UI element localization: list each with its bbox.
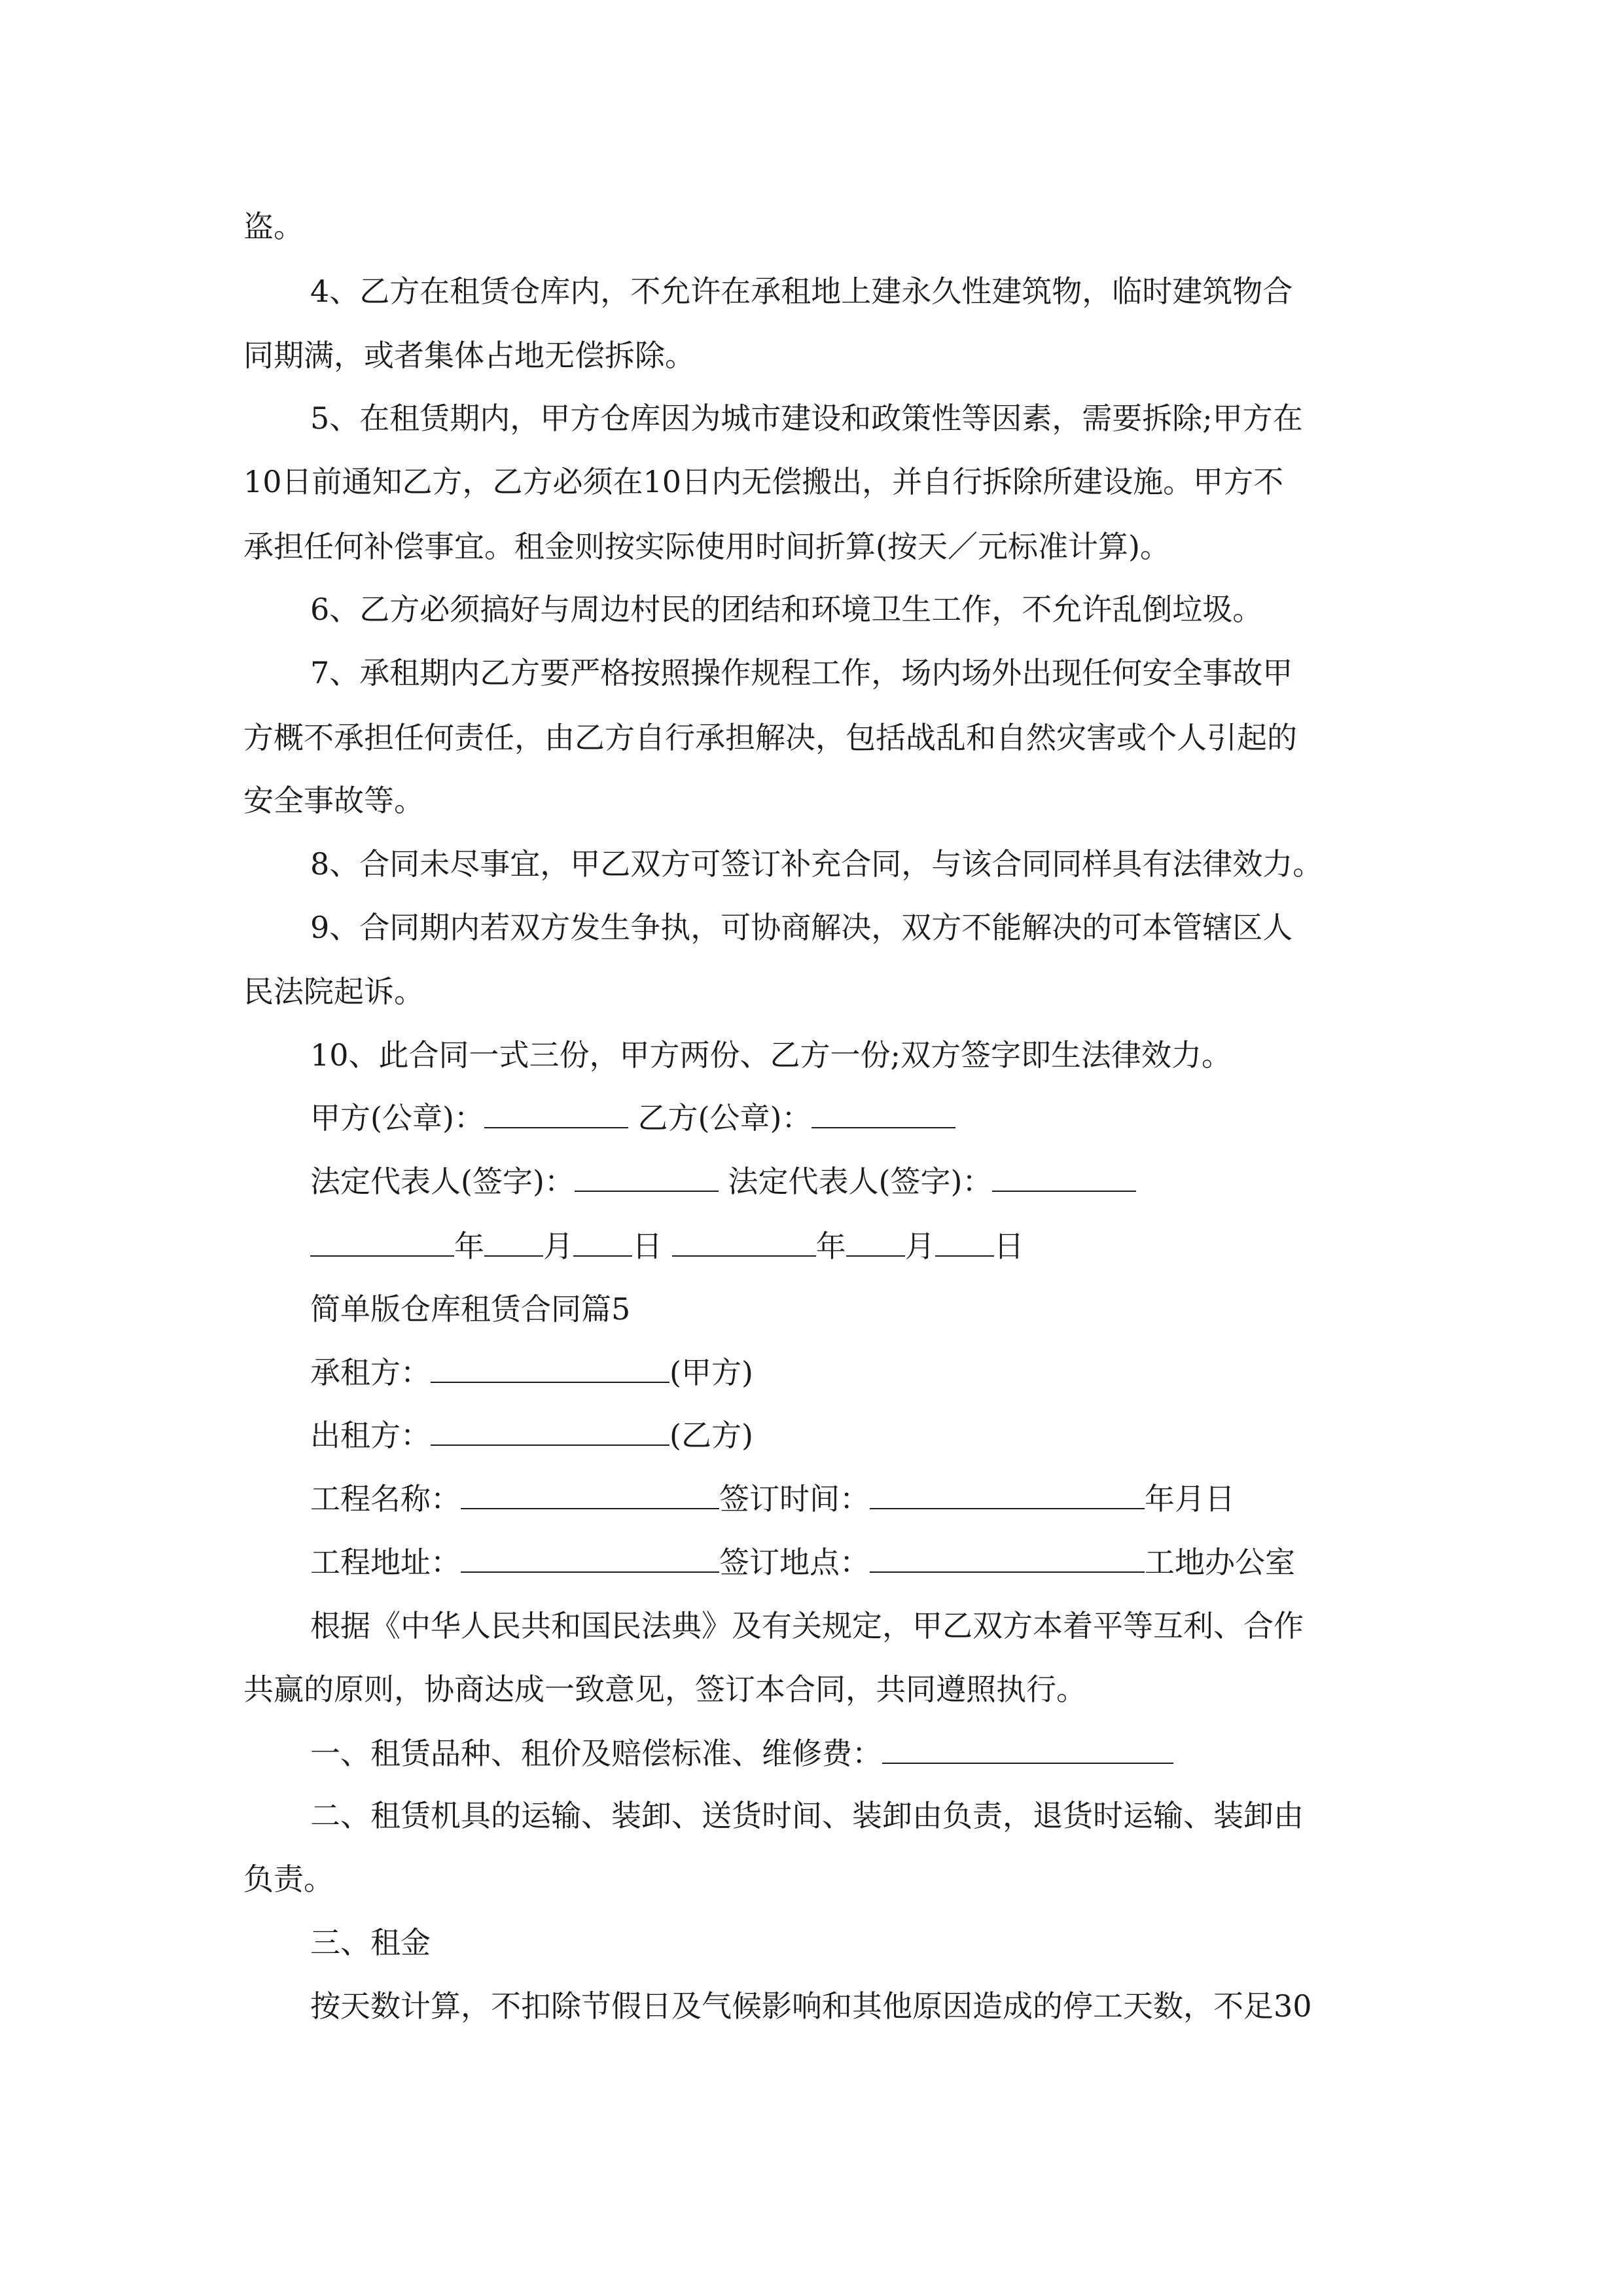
project-address-line (310, 1543, 1295, 1582)
year-label: 年 (454, 1229, 484, 1264)
sign-time-label: 签订时间： (719, 1481, 870, 1516)
party-b-day-blank[interactable] (935, 1227, 994, 1257)
seal-line (310, 1098, 955, 1138)
project-name-blank[interactable] (461, 1479, 719, 1509)
clause-10-line: 10、此合同一式三份，甲方两份、乙方一份;双方签字即生法律效力。 (310, 1037, 1232, 1073)
lessee-label: 承租方： (310, 1355, 431, 1390)
party-a-rep-blank[interactable] (575, 1162, 719, 1192)
lessee-blank[interactable] (431, 1353, 669, 1383)
party-b-rep-blank[interactable] (992, 1162, 1136, 1192)
day-label: 日 (632, 1229, 662, 1264)
month-label: 月 (543, 1229, 573, 1264)
party-b-seal-blank[interactable] (812, 1098, 955, 1128)
preamble-line-2: 共赢的原则，协商达成一致意见，签订本合同，共同遵照执行。 (243, 1672, 1086, 1707)
representative-line (310, 1162, 1136, 1201)
party-b-rep-label: 法定代表人(签字)： (728, 1164, 993, 1199)
lessor-blank[interactable] (431, 1416, 669, 1446)
clause-7-line-2: 方概不承担任何责任，由乙方自行承担解决，包括战乱和自然灾害或个人引起的 (243, 720, 1297, 755)
article-one-blank[interactable] (882, 1734, 1173, 1764)
paragraph-line: 盗。 (243, 209, 304, 244)
article-two-line-1: 二、租赁机具的运输、装卸、送货时间、装卸由负责，退货时运输、装卸由 (310, 1798, 1304, 1833)
month-label: 月 (904, 1229, 935, 1264)
article-three-line-1: 按天数计算，不扣除节假日及气候影响和其他原因造成的停工天数，不足30 (310, 1988, 1312, 2024)
sign-place-suffix: 工地办公室 (1145, 1545, 1295, 1580)
project-name-line (310, 1479, 1235, 1518)
clause-5-line-1: 5、在租赁期内，甲方仓库因为城市建设和政策性等因素，需要拆除;甲方在 (310, 401, 1303, 436)
lessor-tag: (乙方) (669, 1418, 753, 1453)
lessee-tag: (甲方) (669, 1355, 753, 1390)
lessor-label: 出租方： (310, 1418, 431, 1453)
preamble-line-1: 根据《中华人民共和国民法典》及有关规定，甲乙双方本着平等互利、合作 (310, 1608, 1304, 1643)
article-one-label: 一、租赁品种、租价及赔偿标准、维修费： (310, 1736, 882, 1771)
party-b-month-blank[interactable] (846, 1227, 905, 1257)
clause-5-line-2: 10日前通知乙方，乙方必须在10日内无偿搬出，并自行拆除所建设施。甲方不 (243, 464, 1284, 499)
article-one-line (310, 1734, 1173, 1773)
day-label: 日 (993, 1229, 1024, 1264)
date-line (310, 1227, 1024, 1266)
article-three-heading: 三、租金 (310, 1925, 431, 1960)
party-a-month-blank[interactable] (484, 1227, 543, 1257)
project-address-blank[interactable] (461, 1543, 719, 1573)
clause-4-line-1: 4、乙方在租赁仓库内，不允许在承租地上建永久性建筑物，临时建筑物合 (310, 274, 1293, 309)
clause-5-line-3: 承担任何补偿事宜。租金则按实际使用时间折算(按天／元标准计算)。 (243, 529, 1170, 564)
party-a-year-blank[interactable] (310, 1227, 454, 1257)
sign-time-suffix: 年月日 (1145, 1481, 1235, 1516)
clause-6-line: 6、乙方必须搞好与周边村民的团结和环境卫生工作，不允许乱倒垃圾。 (310, 592, 1263, 627)
party-a-day-blank[interactable] (573, 1227, 632, 1257)
clause-7-line-3: 安全事故等。 (243, 783, 424, 818)
lessor-line (310, 1416, 753, 1455)
section-title: 简单版仓库租赁合同篇5 (310, 1291, 631, 1327)
party-b-year-blank[interactable] (672, 1227, 816, 1257)
clause-4-line-2: 同期满，或者集体占地无偿拆除。 (243, 338, 695, 373)
year-label: 年 (815, 1229, 846, 1264)
sign-place-blank[interactable] (870, 1543, 1145, 1573)
lessee-line (310, 1353, 753, 1392)
clause-8-line: 8、合同未尽事宜，甲乙双方可签订补充合同，与该合同同样具有法律效力。 (310, 846, 1323, 882)
project-name-label: 工程名称： (310, 1481, 461, 1516)
clause-9-line-2: 民法院起诉。 (243, 974, 424, 1009)
party-a-rep-label: 法定代表人(签字)： (310, 1164, 575, 1199)
sign-time-blank[interactable] (870, 1479, 1145, 1509)
sign-place-label: 签订地点： (719, 1545, 870, 1580)
party-b-seal-label: 乙方(公章)： (637, 1100, 812, 1136)
clause-9-line-1: 9、合同期内若双方发生争执，可协商解决，双方不能解决的可本管辖区人 (310, 910, 1293, 945)
project-address-label: 工程地址： (310, 1545, 461, 1580)
party-a-seal-label: 甲方(公章)： (310, 1100, 484, 1136)
clause-7-line-1: 7、承租期内乙方要严格按照操作规程工作，场内场外出现任何安全事故甲 (310, 655, 1293, 691)
party-a-seal-blank[interactable] (484, 1098, 628, 1128)
article-two-line-2: 负责。 (243, 1861, 334, 1897)
